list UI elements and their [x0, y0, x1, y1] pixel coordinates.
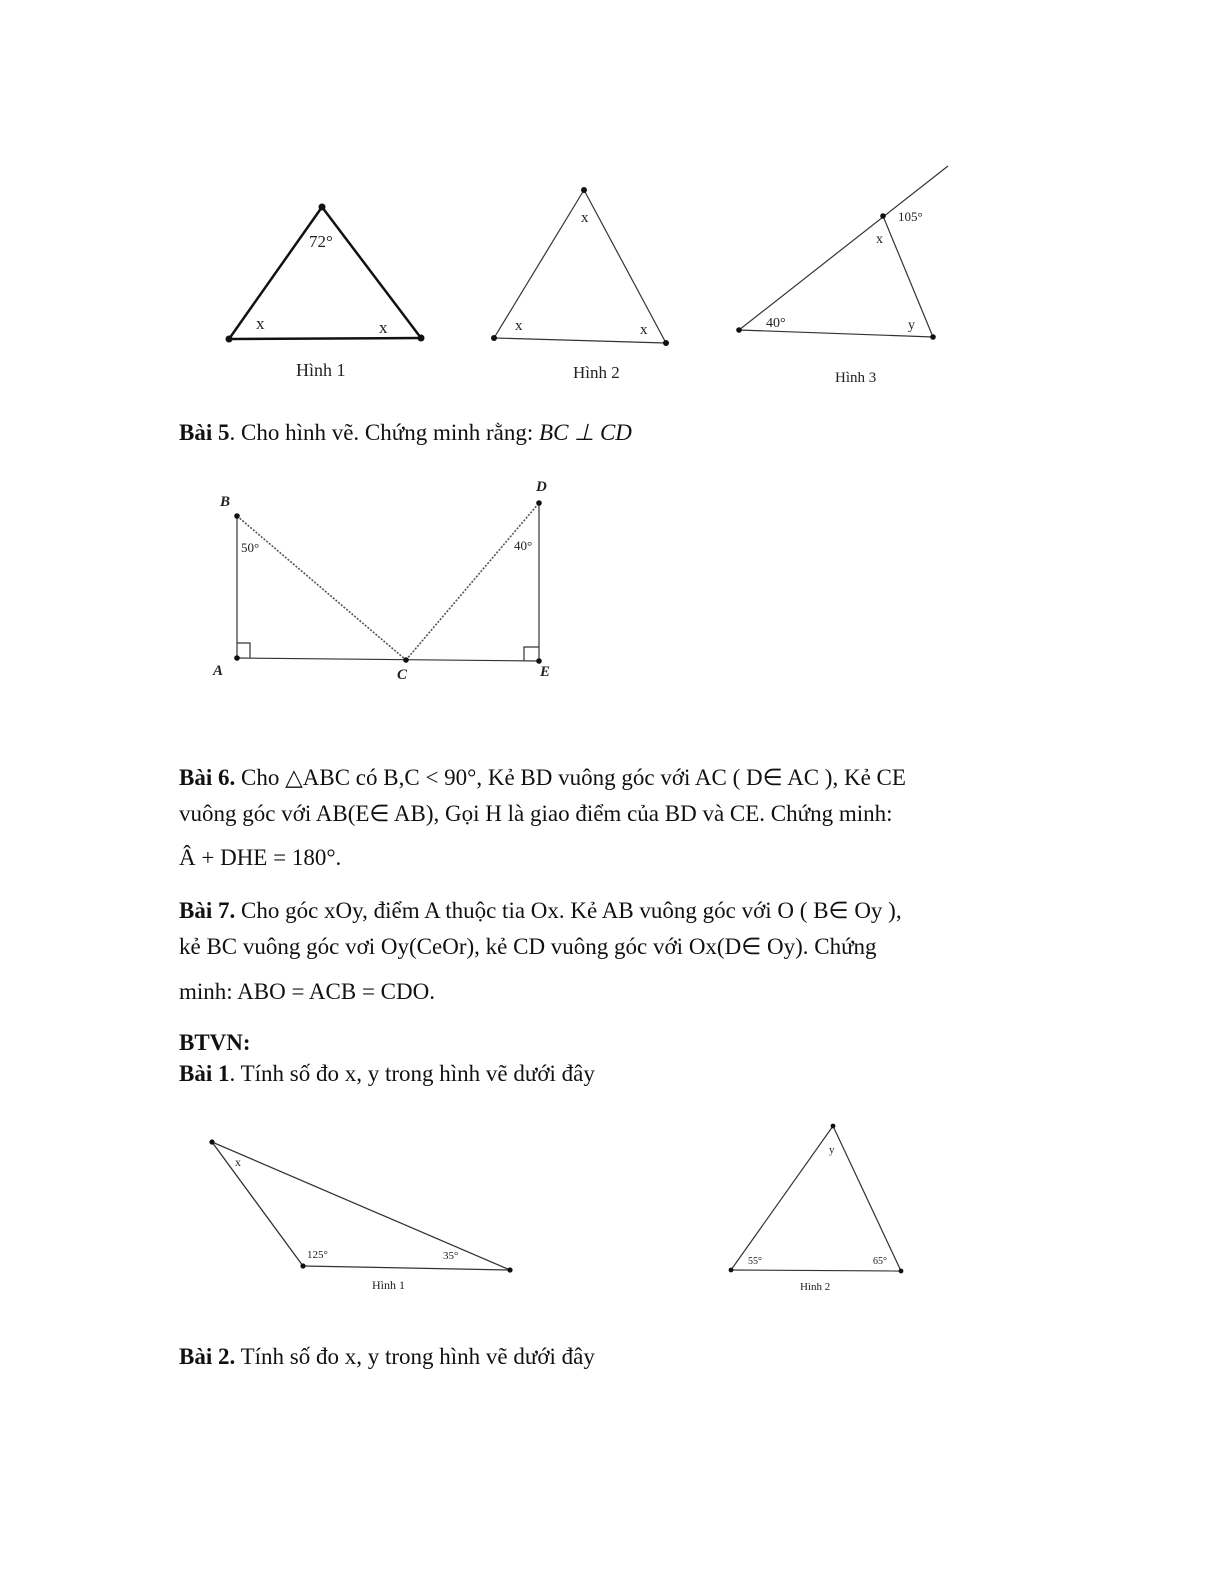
bai6-line3: Â + DHE = 180°. — [179, 845, 342, 870]
point-C-label: C — [397, 667, 408, 683]
point-A-label: A — [213, 663, 224, 679]
btvn-hinh2-caption: Hình 2 — [800, 1281, 831, 1293]
btvn-hinh2-angle-top: y — [829, 1144, 835, 1156]
bai6-line1-text: Cho △ABC có B,C < 90°, Kẻ BD vuông góc với AC ( D∈ AC ), Kẻ CE — [235, 765, 906, 790]
bai7-line2: kẻ BC vuông góc vơi Oy(CeOr), kẻ CD vuông góc với Ox(D∈ Oy). Chứng — [179, 934, 877, 959]
hinh2-right-angle: x — [640, 322, 648, 338]
hinh3-caption: Hình 3 — [835, 370, 877, 386]
btvn-bai1-title: Bài 1 — [179, 1061, 230, 1086]
point-D-label: D — [536, 479, 547, 495]
hinh1-caption: Hình 1 — [296, 360, 346, 380]
hinh3-right-angle: y — [908, 318, 915, 333]
btvn-bai2 — [179, 1340, 595, 1374]
triangle-btvn-hinh2 — [731, 1126, 901, 1271]
bai5-text: . Cho hình vẽ. Chứng minh rằng: — [229, 420, 540, 445]
hinh3-left-angle: 40° — [766, 316, 786, 331]
btvn-bai2-text: Tính số đo x, y trong hình vẽ dưới đây — [235, 1344, 595, 1369]
hinh1-right-angle: x — [379, 318, 388, 337]
bai5-title: Bài 5 — [179, 420, 230, 445]
btvn-bai1-text: . Tính số đo x, y trong hình vẽ dưới đây — [229, 1061, 595, 1086]
bai6-line2: vuông góc với AB(E∈ AB), Gọi H là giao điểm của BD và CE. Chứng minh: — [179, 801, 893, 826]
hinh1-left-angle: x — [256, 314, 265, 333]
bai7-line3: minh: ABO = ACB = CDO. — [179, 979, 435, 1004]
triangle-btvn-hinh1 — [212, 1142, 510, 1270]
point-B-label: B — [220, 494, 231, 510]
btvn-hinh1-angle-right: 35° — [443, 1250, 459, 1262]
btvn-bai2-title: Bài 2. — [179, 1344, 236, 1369]
btvn-hinh1-caption: Hình 1 — [372, 1278, 405, 1292]
angle-D-label: 40° — [514, 538, 533, 553]
hinh2-left-angle: x — [515, 318, 523, 334]
bai7-title: Bài 7. — [179, 898, 236, 923]
hinh3-apex-angle: x — [876, 232, 883, 247]
btvn-heading: BTVN: — [179, 1030, 251, 1055]
btvn-hinh2-angle-right: 65° — [873, 1256, 887, 1267]
bai6-title: Bài 6. — [179, 765, 236, 790]
angle-B-label: 50° — [241, 540, 260, 555]
bai7-line1-text: Cho góc xOy, điểm A thuộc tia Ox. Kẻ AB vuông góc với O ( B∈ Oy ), — [235, 898, 902, 923]
hinh1-apex-angle: 72° — [309, 232, 333, 251]
hinh3-exterior-angle: 105° — [898, 209, 923, 224]
btvn-hinh2-angle-left: 55° — [748, 1256, 762, 1267]
bai5-formula: BC ⊥ CD — [539, 420, 632, 445]
hinh2-caption: Hình 2 — [573, 363, 620, 382]
btvn-hinh1-angle-left: 125° — [307, 1249, 328, 1261]
point-E-label: E — [540, 664, 551, 680]
hinh2-apex-angle: x — [581, 210, 589, 226]
btvn-hinh1-angle-top: x — [235, 1155, 241, 1169]
